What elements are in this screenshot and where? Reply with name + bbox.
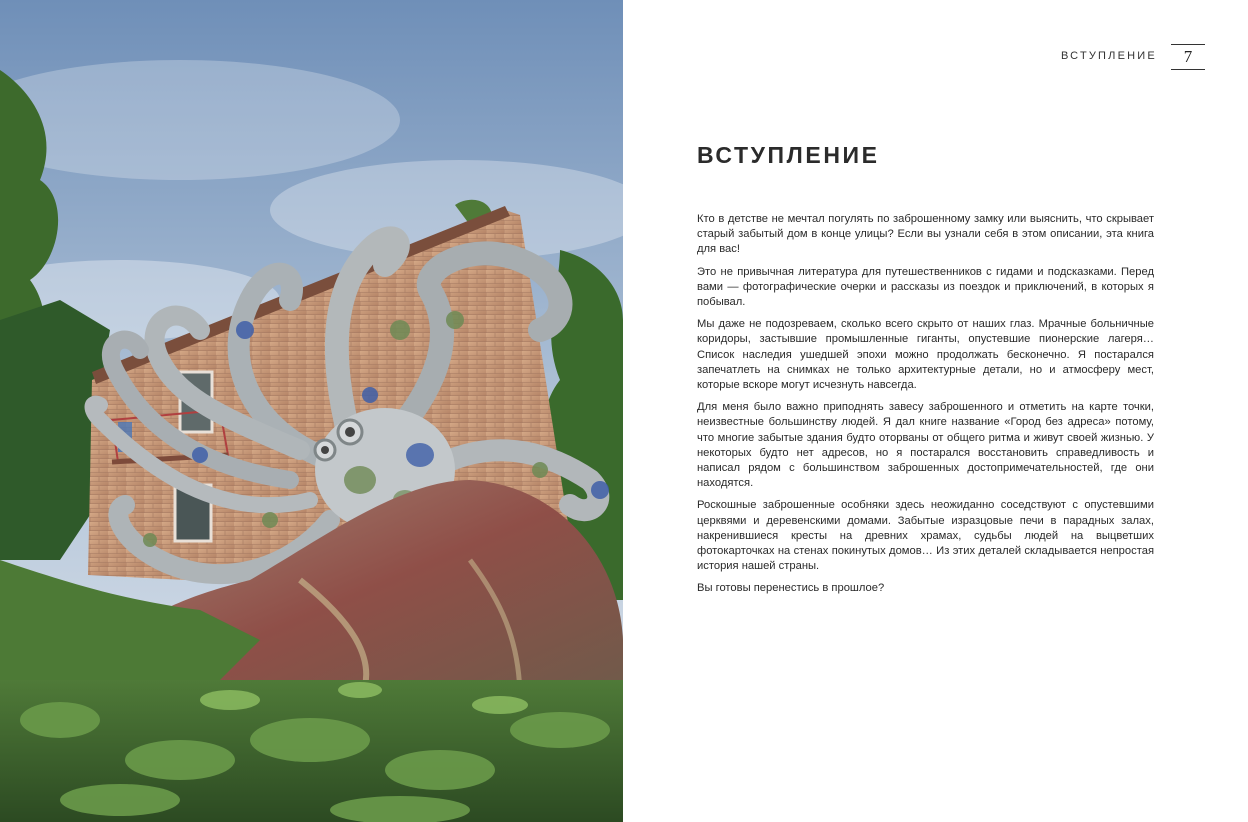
photo-page	[0, 0, 623, 822]
paragraph-3: Мы даже не подозреваем, сколько всего скрыто от наших глаз. Мрачные больничные коридоры, застывшие промышленные гиганты, опустевшие пионерские лагеря… Список наследия ушедшей эпохи можно продолжать бесконечно. Я постарался запечатлеть на снимках не только архитектурные детали, но и атмосферу мест, которые вскоре могут исчезнуть навсегда.	[697, 318, 1154, 392]
page-number: 7	[1171, 44, 1205, 70]
body-text	[697, 212, 1154, 604]
running-head-section: ВСТУПЛЕНИЕ	[1061, 50, 1157, 62]
paragraph-4: Для меня было важно приподнять завесу заброшенного и отметить на карте точки, неизвестные большинству людей. Я дал книге название «Город без адреса» потому, что многие забытые здания будто оторваны от общего ритма и живут своей жизнью. У некоторых будто нет адресов, но я постарался восстановить справедливость и написал рядом с большинством заброшенных достопримечательностей, где они находятся.	[697, 401, 1154, 490]
paragraph-6: Вы готовы перенестись в прошлое?	[697, 582, 885, 595]
octopus-building-photo	[0, 0, 623, 822]
text-page	[623, 0, 1248, 822]
paragraph-1: Кто в детстве не мечтал погулять по заброшенному замку или выяснить, что скрывает старый забытый дом в конце улицы? Если вы узнали себя в этом описании, эта книга для вас!	[697, 213, 1154, 256]
paragraph-2: Это не привычная литература для путешественников с гидами и подсказками. Перед вами — фотографические очерки и рассказы из поездок и приключений, в которых я побывал.	[697, 265, 1154, 309]
chapter-title: ВСТУПЛЕНИЕ	[697, 142, 880, 168]
paragraph-5: Роскошные заброшенные особняки здесь неожиданно соседствуют с опустевшими церквями и деревенскими домами. Забытые изразцовые печи в парадных залах, накренившиеся кресты на древних храмах, судьбы людей на выцветших фотокарточках на стенах покинутых домов… Из этих деталей складывается непростая история нашей страны.	[697, 499, 1154, 573]
